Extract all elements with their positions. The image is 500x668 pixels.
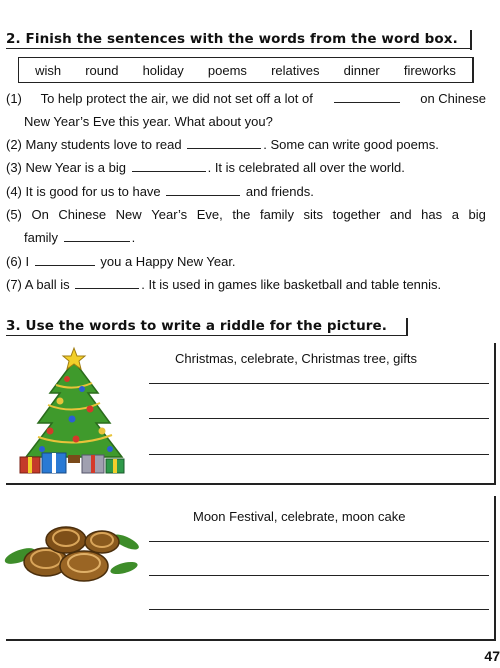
sentence-text: on Chinese	[420, 91, 486, 106]
word-box-item: round	[85, 62, 119, 78]
tree-body	[26, 361, 122, 457]
word-box-item: poems	[207, 62, 247, 78]
word-box-item: holiday	[142, 62, 184, 78]
sentence-word: big	[468, 207, 486, 222]
sentence-word: together	[332, 207, 381, 222]
word-box	[18, 57, 474, 83]
sentence-number: (7)	[6, 277, 22, 292]
sentence-word: a	[451, 207, 459, 222]
sentence-word: has	[421, 207, 443, 222]
answer-blank[interactable]	[75, 277, 139, 289]
sentence-text: To help protect the air, we did not set off a lot of	[40, 91, 313, 106]
sentence-word: Year’s	[151, 207, 188, 222]
moon-cake-icon	[4, 512, 142, 588]
sentence-number: (3)	[6, 160, 22, 175]
riddle-1-write-line[interactable]	[149, 454, 489, 455]
answer-blank[interactable]	[35, 254, 95, 266]
sentence-text: .	[131, 230, 136, 245]
answer-blank[interactable]	[334, 91, 400, 103]
sentence-7	[6, 277, 441, 292]
sentence-number: (1)	[6, 91, 22, 106]
sentence-number: (2)	[6, 137, 22, 152]
section-2-title-bar	[470, 30, 472, 50]
sentence-text: It is good for us to have	[25, 184, 161, 199]
sentence-text: family	[24, 230, 58, 245]
answer-blank[interactable]	[64, 230, 130, 242]
christmas-tree-icon	[12, 345, 140, 475]
sentence-word: On	[31, 207, 49, 222]
sentence-text: New Year is a big	[25, 160, 126, 175]
sentence-word: family	[260, 207, 294, 222]
answer-blank[interactable]	[132, 160, 206, 172]
sentence-5-continued	[24, 230, 135, 245]
sentence-number: (4)	[6, 184, 22, 199]
word-box-item: wish	[35, 62, 62, 78]
moon-cakes	[24, 527, 119, 581]
riddle-1-write-line[interactable]	[149, 418, 489, 419]
riddle-2-keywords: Moon Festival, celebrate, moon cake	[193, 509, 406, 524]
sentence-1	[6, 91, 486, 106]
riddle-2-write-line[interactable]	[149, 575, 489, 576]
sentence-1-continued: New Year’s Eve this year. What about you?	[24, 114, 273, 129]
riddle-1-write-line[interactable]	[149, 383, 489, 384]
sentence-word: sits	[303, 207, 324, 222]
sentence-number: (5)	[6, 207, 22, 222]
sentence-5	[6, 207, 486, 222]
sentence-2	[6, 137, 439, 152]
sentence-number: (6)	[6, 254, 22, 269]
answer-blank[interactable]	[187, 137, 261, 149]
sentence-word: the	[232, 207, 251, 222]
page-number: 47	[484, 648, 500, 664]
sentence-word: and	[389, 207, 412, 222]
sentence-word: Eve,	[196, 207, 223, 222]
sentence-text: you a Happy New Year.	[100, 254, 236, 269]
tree-trunk	[68, 455, 80, 463]
sentence-text: . It is celebrated all over the world.	[207, 160, 405, 175]
sentence-text: I	[25, 254, 30, 269]
sentence-text: and friends.	[245, 184, 314, 199]
word-box-item: fireworks	[403, 62, 456, 78]
riddle-1-keywords: Christmas, celebrate, Christmas tree, gifts	[175, 351, 418, 366]
section-2-title: 2. Finish the sentences with the words from the word box.	[6, 31, 458, 47]
riddle-2-write-line[interactable]	[149, 541, 489, 542]
sentence-word: Chinese	[58, 207, 107, 222]
sentence-text: A ball is	[24, 277, 70, 292]
sentence-word: New	[115, 207, 142, 222]
section-3-title-bar	[406, 318, 408, 336]
riddle-2-write-line[interactable]	[149, 609, 489, 610]
word-box-item: relatives	[271, 62, 320, 78]
answer-blank[interactable]	[166, 184, 240, 196]
sentence-3	[6, 160, 405, 175]
section-3-title: 3. Use the words to write a riddle for the picture.	[6, 318, 388, 334]
sentence-text: Many students love to read	[25, 137, 182, 152]
section-2-title-rule	[6, 48, 470, 49]
sentence-text: . Some can write good poems.	[263, 137, 439, 152]
sentence-text: . It is used in games like basketball and table tennis.	[141, 277, 442, 292]
sentence-4	[6, 184, 314, 199]
word-box-item: dinner	[343, 62, 380, 78]
sentence-6	[6, 254, 236, 269]
section-3-title-rule	[6, 335, 408, 336]
